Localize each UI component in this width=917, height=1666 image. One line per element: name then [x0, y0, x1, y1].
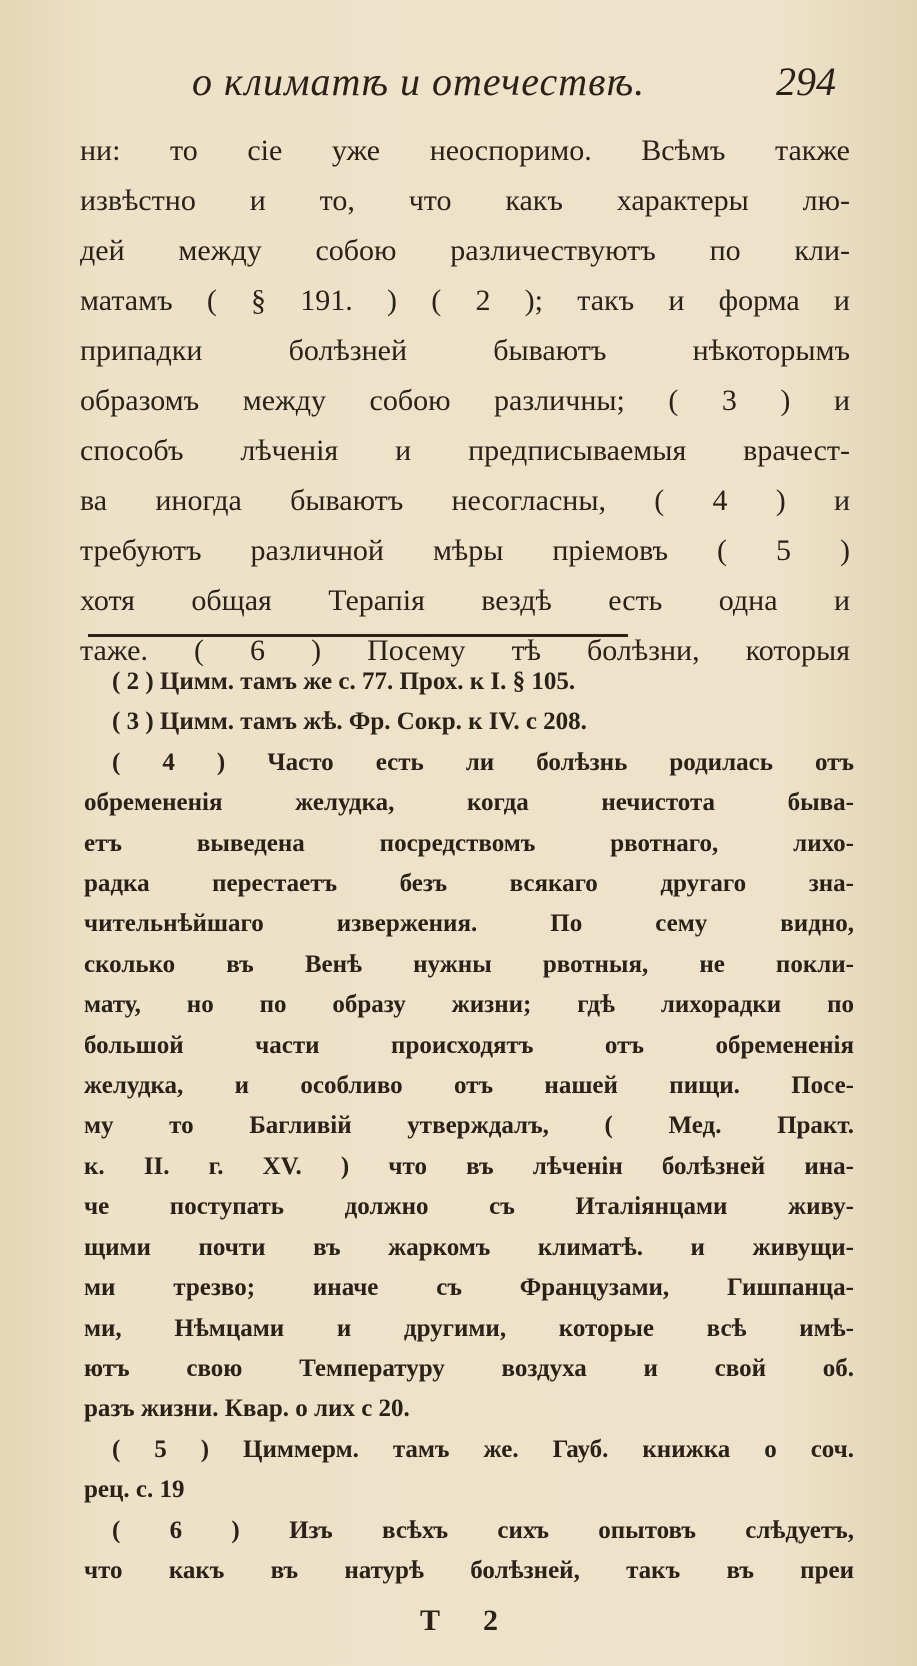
- footnote-line: чительнѣйшаго извержения. По сему видно,: [84, 910, 854, 938]
- text-line: дей между собою различествуютъ по кли-: [80, 234, 850, 267]
- text-line: хотя общая Терапія вездѣ есть одна и: [80, 584, 850, 617]
- footnote-line: радка перестаетъ безъ всякаго другаго зна-: [84, 870, 854, 898]
- footnote-line: к. II. г. XV. ) что въ лѣченін болѣзней ина-: [84, 1152, 854, 1180]
- footnote-line: ютъ свою Температуру воздуха и свой об.: [84, 1354, 854, 1382]
- text-line: таже. ( 6 ) Посему тѣ болѣзни, которыя: [80, 634, 850, 667]
- footnote-line: сколько въ Венѣ нужны рвотныя, не покли-: [84, 950, 854, 978]
- footnote-line: большой части происходятъ отъ обремененія: [84, 1031, 854, 1059]
- footnote-6: ( 6 ) Изъ всѣхъ сихъ опытовъ слѣдуетъ,: [112, 1516, 854, 1544]
- text-line: требуютъ различной мѣры пріемовъ ( 5 ): [80, 534, 850, 567]
- footnote-line: етъ выведена посредствомъ рвотнаго, лихо-: [84, 829, 854, 857]
- footnote-line: желудка, и особливо отъ нашей пищи. Посе-: [84, 1072, 854, 1100]
- footnote-line: ми, Нѣмцами и другими, которые всѣ имѣ-: [84, 1314, 854, 1342]
- footnote-line: ми трезво; иначе съ Французами, Гишпанца-: [84, 1274, 854, 1302]
- footnote-divider: [88, 634, 628, 637]
- main-text: [80, 126, 850, 676]
- running-head: о климатѣ и отечествѣ.: [192, 59, 646, 104]
- text-line: ва иногда бываютъ несогласны, ( 4 ) и: [80, 484, 850, 517]
- footnote-3: ( 3 ) Цимм. тамъ жѣ. Фр. Сокр. к IV. с 208.: [112, 708, 587, 736]
- footnote-line: рец. с. 19: [84, 1476, 185, 1504]
- text-line: извѣстно и то, что какъ характеры лю-: [80, 184, 850, 217]
- footnote-line: че поступать должно съ Италіянцами живу-: [84, 1193, 854, 1221]
- footnote-line: что какъ въ натурѣ болѣзней, такъ въ преи: [84, 1556, 854, 1584]
- text-line: припадки болѣзней бываютъ нѣкоторымъ: [80, 334, 850, 367]
- text-line: образомъ между собою различны; ( 3 ) и: [80, 384, 850, 417]
- footnote-line: мату, но по образу жизни; гдѣ лихорадки по: [84, 991, 854, 1019]
- footnotes: [84, 662, 854, 1591]
- text-line: ни: то сіе уже неоспоримо. Всѣмъ также: [80, 134, 850, 167]
- signature-mark: T 2: [420, 1604, 516, 1637]
- text-line: матамъ ( § 191. ) ( 2 ); такъ и форма и: [80, 284, 850, 317]
- page-number: 294: [776, 59, 836, 104]
- footnote-line: обремененія желудка, когда нечистота быва-: [84, 789, 854, 817]
- footnote-4: ( 4 ) Часто есть ли болѣзнь родилась отъ: [112, 748, 854, 776]
- footnote-line: му то Багливій утверждалъ, ( Мед. Практ.: [84, 1112, 854, 1140]
- text-line: способъ лѣченія и предписываемыя врачест-: [80, 434, 850, 467]
- footnote-line: щими почти въ жаркомъ климатѣ. и живущи-: [84, 1233, 854, 1261]
- footnote-line: разъ жизни. Квар. о лих с 20.: [84, 1395, 410, 1423]
- footnote-5: ( 5 ) Циммерм. тамъ же. Гауб. книжка о соч.: [112, 1435, 854, 1463]
- footnote-2: ( 2 ) Цимм. тамъ же с. 77. Прох. к I. § 105.: [112, 668, 576, 695]
